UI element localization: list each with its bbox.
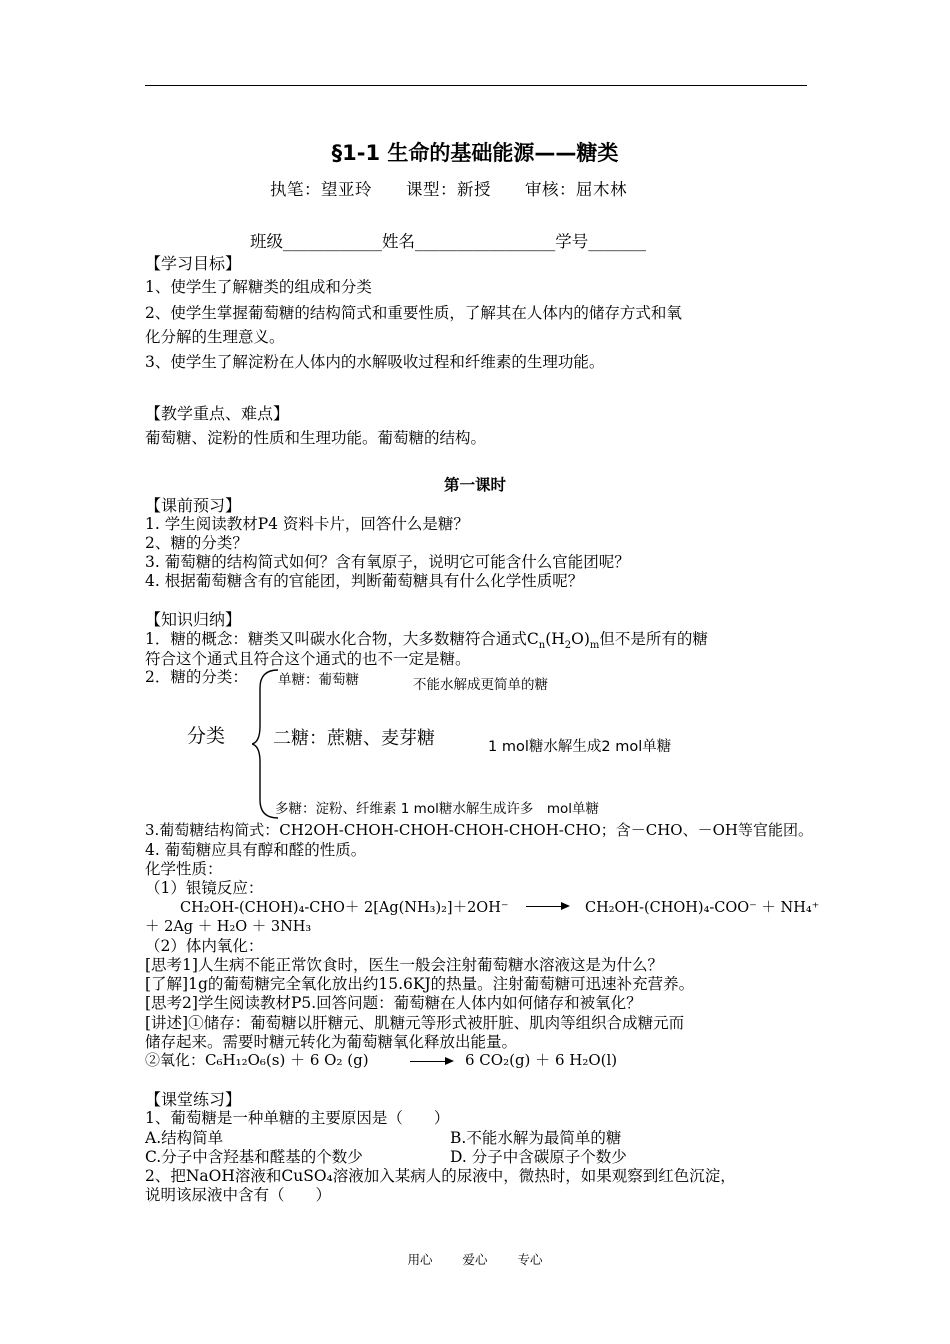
brace-label: 分类: [187, 725, 226, 747]
page-title: §1-1 生命的基础能源——糖类: [331, 141, 619, 165]
question-2-line-2: 说明该尿液中含有（ ）: [145, 1186, 332, 1204]
keypoints-text: 葡萄糖、淀粉的性质和生理功能。葡萄糖的结构。: [145, 429, 487, 447]
poly-sugar: 多糖：淀粉、纤维素 1 mol糖水解生成许多 mol单糖: [275, 801, 599, 817]
preview-item: 3. 葡萄糖的结构简式如何？含有氧原子，说明它可能含什么官能团呢？: [145, 553, 630, 571]
practice-heading: 【课堂练习】: [145, 1090, 242, 1109]
reaction-arrow: [410, 1061, 452, 1062]
silver-mirror-label: （1）银镜反应：: [145, 879, 264, 897]
keypoints-heading: 【教学重点、难点】: [145, 404, 290, 423]
lecture-line-2: 储存起来。需要时糖元转化为葡萄糖氧化释放出能量。: [145, 1033, 518, 1051]
option-d: D. 分子中含碳原子个数少: [450, 1148, 627, 1166]
goal-item: 2、使学生掌握葡萄糖的结构简式和重要性质，了解其在人体内的储存方式和氧: [145, 304, 682, 322]
think-2: [思考2]学生阅读教材P5.回答问题：葡萄糖在人体内如何储存和被氧化？: [145, 994, 642, 1012]
option-b: B.不能水解为最简单的糖: [450, 1129, 622, 1147]
header-rule: [145, 85, 807, 86]
di-sugar-note: 1 mol糖水解生成2 mol单糖: [488, 739, 672, 755]
goals-heading: 【学习目标】: [145, 254, 242, 273]
class-name-id-line: 班级____________姓名_________________学号_______: [250, 232, 646, 251]
goal-item: 3、使学生了解淀粉在人体内的水解吸收过程和纤维素的生理功能。: [145, 353, 605, 371]
structure-formula: 3.葡萄糖结构简式：CH2OH-CHOH-CHOH-CHOH-CHOH-CHO；含－CHO、－OH等官能团。: [145, 821, 813, 839]
reaction-arrow: [526, 906, 568, 907]
authors-line: 执笔：望亚玲 课型：新授 审核：屈木林: [270, 180, 627, 199]
oxidation-equation-lhs: ②氧化：C₆H₁₂O₆(s) ＋ 6 O₂ (g): [145, 1051, 369, 1069]
mono-sugar: 单糖：葡萄糖: [278, 672, 359, 688]
preview-heading: 【课前预习】: [145, 496, 242, 515]
lecture-line-1: [讲述]①储存：葡萄糖以肝糖元、肌糖元等形式被肝脏、肌肉等组织合成糖元而: [145, 1014, 685, 1032]
silver-equation-rhs: CH₂OH-(CHOH)₄-COO⁻ ＋ NH₄⁺: [585, 900, 820, 916]
page-footer: 用心 爱心 专心: [407, 1252, 543, 1267]
di-sugar: 二糖：蔗糖、麦芽糖: [273, 728, 435, 749]
preview-item: 1. 学生阅读教材P4 资料卡片，回答什么是糖？: [145, 515, 469, 533]
classification-label: 2．糖的分类：: [145, 668, 248, 686]
question-1: 1、葡萄糖是一种单糖的主要原因是（ ）: [145, 1109, 450, 1127]
think-1: [思考1]人生病不能正常饮食时，医生一般会注射葡萄糖水溶液这是为什么？: [145, 956, 663, 974]
concept-line-1: 1．糖的概念：糖类又叫碳水化合物，大多数糖符合通式$C_n(H_2O)_m$但不是所有的糖: [145, 630, 708, 652]
lesson-title: 第一课时: [443, 476, 506, 494]
knowledge-heading: 【知识归纳】: [145, 610, 242, 629]
mono-sugar-note: 不能水解成更简单的糖: [413, 677, 548, 693]
understand-note: [了解]1g的葡萄糖完全氧化放出约15.6KJ的热量。注射葡萄糖可迅速补充营养。: [145, 975, 695, 993]
goal-item: 化分解的生理意义。: [145, 328, 285, 346]
option-a: A.结构简单: [145, 1129, 224, 1147]
oxidation-equation-rhs: 6 CO₂(g) ＋ 6 H₂O(l): [465, 1051, 618, 1069]
preview-item: 2、糖的分类？: [145, 534, 248, 552]
question-2-line-1: 2、把NaOH溶液和CuSO₄溶液加入某病人的尿液中，微热时，如果观察到红色沉淀，: [145, 1167, 736, 1185]
properties-line: 4. 葡萄糖应具有醇和醛的性质。: [145, 841, 367, 859]
chem-props-label: 化学性质：: [145, 860, 223, 878]
silver-equation-line-2: ＋ 2Ag ＋ H₂O ＋ 3NH₃: [145, 919, 312, 935]
option-c: C.分子中含羟基和醛基的个数少: [145, 1148, 363, 1166]
preview-item: 4. 根据葡萄糖含有的官能团，判断葡萄糖具有什么化学性质呢？: [145, 572, 584, 590]
oxidation-label: （2）体内氧化：: [145, 937, 264, 955]
goal-item: 1、使学生了解糖类的组成和分类: [145, 278, 372, 296]
concept-line-2: 符合这个通式且符合这个通式的也不一定是糖。: [145, 650, 471, 668]
silver-equation-lhs: CH₂OH-(CHOH)₄-CHO＋ 2[Ag(NH₃)₂]＋2OH⁻: [180, 900, 509, 916]
